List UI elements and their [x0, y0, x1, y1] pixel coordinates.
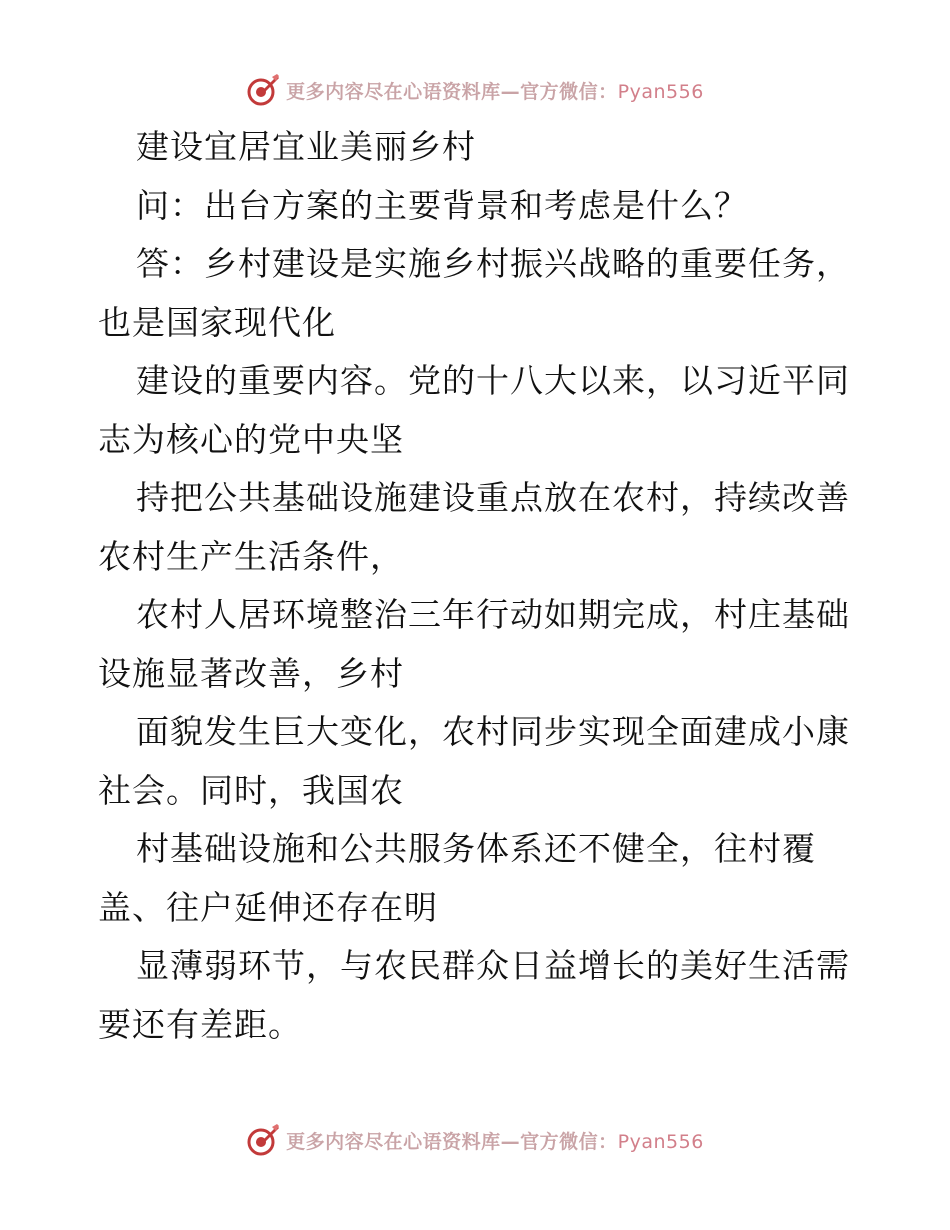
- paragraph-line: 志为核心的党中央坚: [98, 419, 404, 459]
- footer-banner-label: 更多内容尽在心语资料库—官方微信：: [286, 1130, 618, 1153]
- paragraph-line: 显薄弱环节，与农民群众日益增长的美好生活需: [136, 946, 850, 985]
- paragraph-line: 面貌发生巨大变化，农村同步实现全面建成小康: [136, 712, 850, 751]
- quill-circle-logo-icon: [246, 73, 280, 107]
- paragraph: [98, 703, 858, 820]
- paragraph-line: 持把公共基础设施建设重点放在农村，持续改善: [136, 478, 850, 517]
- paragraph-answer: [98, 235, 858, 352]
- paragraph-title: [98, 118, 858, 177]
- footer-wechat-id: Pyan556: [617, 1130, 704, 1153]
- footer-banner: [0, 1120, 950, 1160]
- footer-banner-text: [286, 1127, 704, 1154]
- paragraph-line: 农村人居环境整治三年行动如期完成，村庄基础: [136, 595, 850, 634]
- header-banner: [0, 70, 950, 110]
- quill-circle-logo-icon: [246, 1123, 280, 1157]
- paragraph-line: 建设宜居宜业美丽乡村: [136, 127, 476, 166]
- header-wechat-id: Pyan556: [617, 80, 704, 103]
- paragraph-line: 设施显著改善，乡村: [98, 653, 404, 693]
- paragraph-line: 盖、往户延伸还存在明: [98, 887, 438, 927]
- paragraph-line: 村基础设施和公共服务体系还不健全，往村覆: [136, 829, 816, 868]
- paragraph: [98, 586, 858, 703]
- document-body: [98, 118, 858, 1054]
- header-banner-label: 更多内容尽在心语资料库—官方微信：: [286, 80, 618, 103]
- paragraph-line: 建设的重要内容。党的十八大以来，以习近平同: [136, 361, 850, 400]
- paragraph: [98, 937, 858, 1054]
- header-banner-text: [286, 77, 704, 104]
- paragraph-line: 也是国家现代化: [98, 302, 336, 342]
- paragraph-question: [98, 177, 858, 236]
- paragraph-line: 答：乡村建设是实施乡村振兴战略的重要任务，: [136, 244, 850, 283]
- paragraph-line: 社会。同时，我国农: [98, 770, 404, 810]
- paragraph-line: 要还有差距。: [98, 1004, 302, 1044]
- paragraph: [98, 469, 858, 586]
- paragraph: [98, 352, 858, 469]
- paragraph: [98, 820, 858, 937]
- paragraph-line: 农村生产生活条件，: [98, 536, 404, 576]
- paragraph-line: 问：出台方案的主要背景和考虑是什么？: [136, 185, 748, 225]
